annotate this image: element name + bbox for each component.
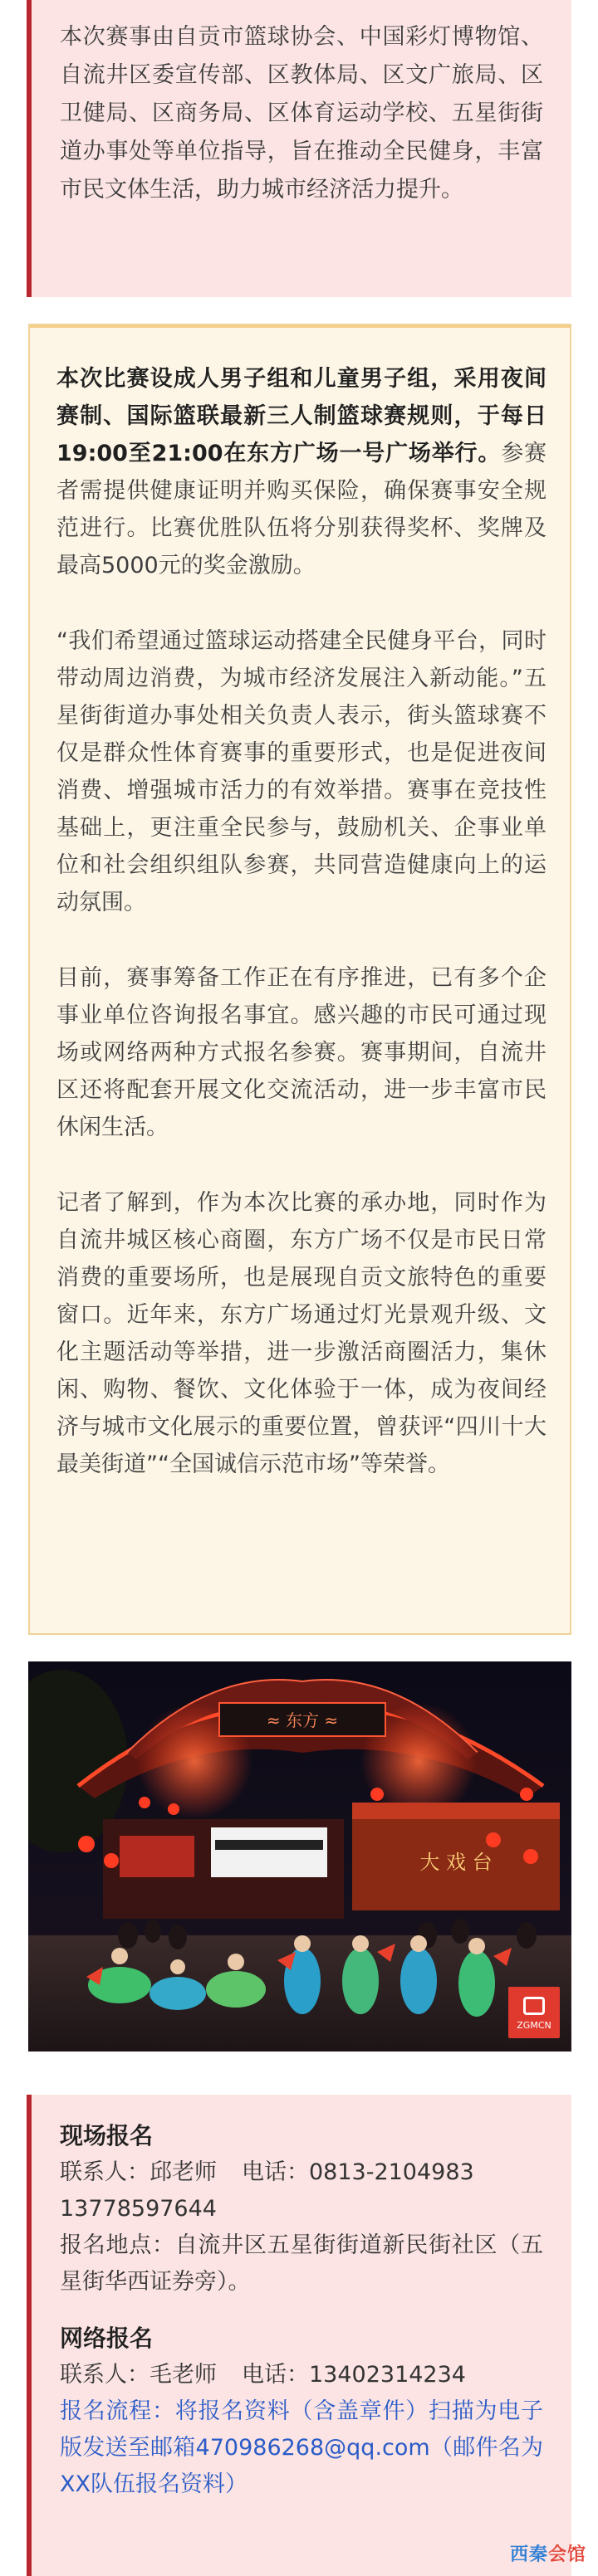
intro-accent-bar	[27, 0, 32, 297]
watermark-part-1: 西秦	[509, 2544, 548, 2565]
online-contact-person: 联系人：毛老师	[60, 2362, 217, 2388]
article-paragraph-1-bold: 本次比赛设成人男子组和儿童男子组，采用夜间赛制、国际篮联最新三人制篮球赛规则，于每日19:00至21:00在东方广场一号广场举行。	[56, 366, 547, 466]
onsite-registration-title: 现场报名	[60, 2122, 154, 2149]
intro-text: 本次赛事由自贡市篮球协会、中国彩灯博物馆、自流井区委宣传部、区教体局、区文广旅局、区卫健局、区商务局、区体育运动学校、五星街街道办事处等单位指导，旨在推动全民健身，丰富市民文体生活，助力城市经济活力提升。	[60, 24, 543, 202]
event-photo	[28, 1661, 571, 2052]
event-photo-illustration	[28, 1661, 571, 2052]
article-body	[28, 324, 571, 1635]
zgmcn-logo-icon	[523, 1997, 545, 2015]
onsite-mobile[interactable]: 13778597644	[60, 2196, 217, 2222]
stage-sign-text: 大 戏 台	[419, 1851, 493, 1874]
watermark-part-2: 会馆	[547, 2544, 586, 2565]
article-paragraph-4: 记者了解到，作为本次比赛的承办地，同时作为自流井城区核心商圈，东方广场不仅是市民日常消费的重要场所，也是展现自贡文旅特色的重要窗口。近年来，东方广场通过灯光景观升级、文化主题活动等举措，进一步激活商圈活力，集休闲、购物、餐饮、文化体验于一体，成为夜间经济与城市文化展示的重要位置，曾获评“四川十大最美街道”“全国诚信示范市场”等荣誉。	[56, 1190, 547, 1477]
article-paragraph-2: “我们希望通过篮球运动搭建全民健身平台，同时带动周边消费，为城市经济发展注入新动能。”五星街街道办事处相关负责人表示，街头篮球赛不仅是群众性体育赛事的重要形式，也是促进夜间消费、增强城市活力的有效举措。赛事在竞技性基础上，更注重全民参与，鼓励机关、企事业单位和社会组织组队参赛，共同营造健康向上的运动氛围。	[56, 628, 547, 915]
registration-accent-bar	[27, 2095, 32, 2576]
zgmcn-logo	[508, 1987, 560, 2038]
article-paragraph-1	[56, 360, 547, 584]
onsite-contact-line	[60, 2154, 543, 2191]
onsite-address: 报名地点：自流井区五星街街道新民街社区（五星街华西证券旁）。	[60, 2232, 543, 2295]
online-registration-title: 网络报名	[60, 2325, 154, 2352]
article-paragraph-3: 目前，赛事筹备工作正在有序推进，已有多个企事业单位咨询报名事宜。感兴趣的市民可通过现场或网络两种方式报名参赛。赛事期间，自流井区还将配套开展文化交流活动，进一步丰富市民休闲生活。	[56, 965, 547, 1140]
online-contact-line	[60, 2357, 543, 2393]
registration-callout	[27, 2095, 571, 2576]
online-phone[interactable]: 电话：13402314234	[242, 2362, 466, 2388]
article-top-border	[30, 325, 570, 328]
site-watermark	[510, 2540, 586, 2566]
intro-callout	[27, 0, 571, 297]
online-registration-process[interactable]: 报名流程：将报名资料（含盖章件）扫描为电子版发送至邮箱470986268@qq.com（邮件名为XX队伍报名资料）	[60, 2398, 543, 2497]
article-paragraph-1-rest: 参赛者需提供健康证明并购买保险，确保赛事安全规范进行。比赛优胜队伍将分别获得奖杯、奖牌及最高5000元的奖金激励。	[56, 441, 547, 578]
onsite-contact-person: 联系人：邱老师	[60, 2159, 217, 2185]
svg-text:≈ 东方 ≈: ≈ 东方 ≈	[266, 1710, 339, 1730]
zgmcn-logo-text: ZGMCN	[517, 2020, 551, 2031]
onsite-phone[interactable]: 电话：0813-2104983	[242, 2159, 474, 2185]
